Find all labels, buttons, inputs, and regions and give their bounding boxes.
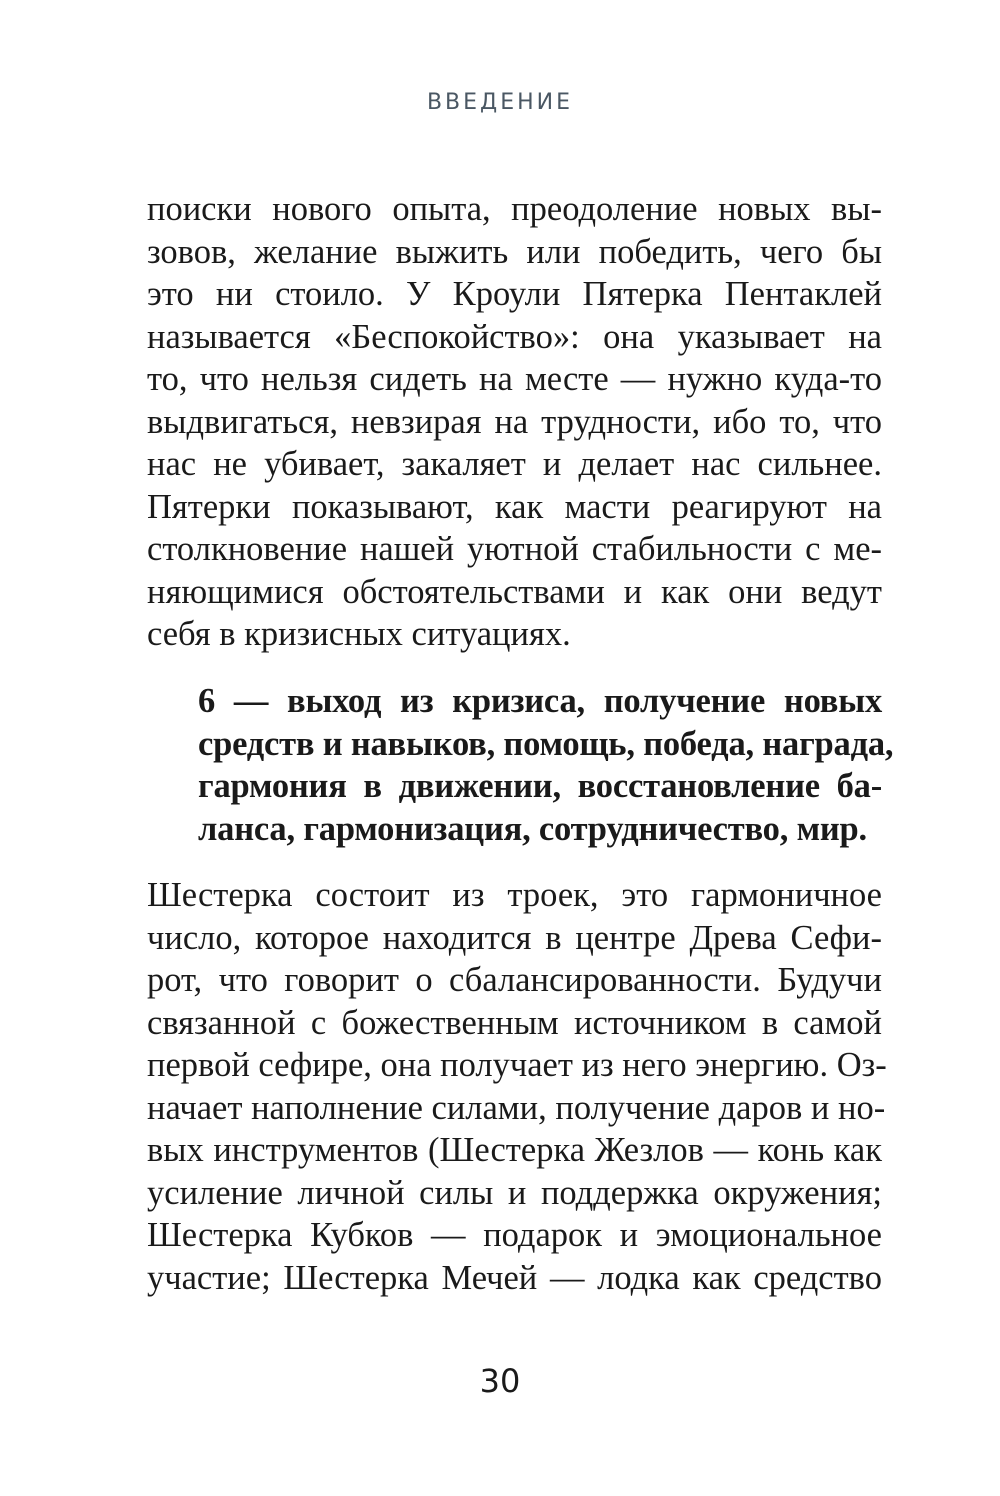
- paragraph-six-keywords: [198, 680, 894, 850]
- text-line: вых инструментов (Шестерка Жезлов — конь как: [147, 1131, 882, 1169]
- text-line: то, что нельзя сидеть на месте — нужно куда-то: [147, 360, 882, 398]
- text-line: гармония в движении, восстановление ба-: [198, 767, 882, 805]
- text-line: столкновение нашей уютной стабильности с ме-: [147, 530, 882, 568]
- text-line: участие; Шестерка Мечей — лодка как средство: [147, 1258, 882, 1297]
- text-line: называется «Беспокойство»: она указывает на: [147, 317, 882, 356]
- text-line: зовов, желание выжить или победить, чего бы: [147, 232, 882, 271]
- text-line: Пятерки показывают, как масти реагируют на: [147, 487, 882, 526]
- paragraph-fives: [147, 188, 882, 656]
- paragraph-sixes: [147, 874, 887, 1299]
- text-line: 6 — выход из кризиса, получение новых: [198, 682, 882, 720]
- text-line: усиление личной силы и поддержка окружения;: [147, 1173, 882, 1212]
- text-line: средств и навыков, помощь, победа, награда,: [198, 724, 894, 763]
- text-line: Шестерка Кубков — подарок и эмоциональное: [147, 1216, 882, 1254]
- text-line: няющимися обстоятельствами и как они ведут: [147, 572, 882, 611]
- text-line: нас не убивает, закаляет и делает нас сильнее.: [147, 445, 882, 483]
- running-head: ВВЕДЕНИЕ: [426, 90, 574, 115]
- text-line: рот, что говорит о сбалансированности. Будучи: [147, 961, 882, 999]
- text-line: начает наполнение силами, получение даров и но-: [147, 1088, 886, 1127]
- text-line: себя в кризисных ситуациях.: [147, 615, 571, 653]
- text-line: выдвигаться, невзирая на трудности, ибо то, что: [147, 402, 882, 441]
- page-number: 30: [479, 1362, 521, 1400]
- text-line: поиски нового опыта, преодоление новых вы-: [147, 190, 882, 228]
- text-line: первой сефире, она получает из него энергию. Оз-: [147, 1046, 887, 1084]
- text-line: связанной с божественным источником в самой: [147, 1003, 882, 1042]
- text-line: Шестерка состоит из троек, это гармоничное: [147, 876, 882, 914]
- text-line: число, которое находится в центре Древа Сефи-: [147, 918, 882, 957]
- text-line: ланса, гармонизация, сотрудничество, мир.: [198, 809, 867, 848]
- text-line: это ни стоило. У Кроули Пятерка Пентаклей: [147, 275, 882, 313]
